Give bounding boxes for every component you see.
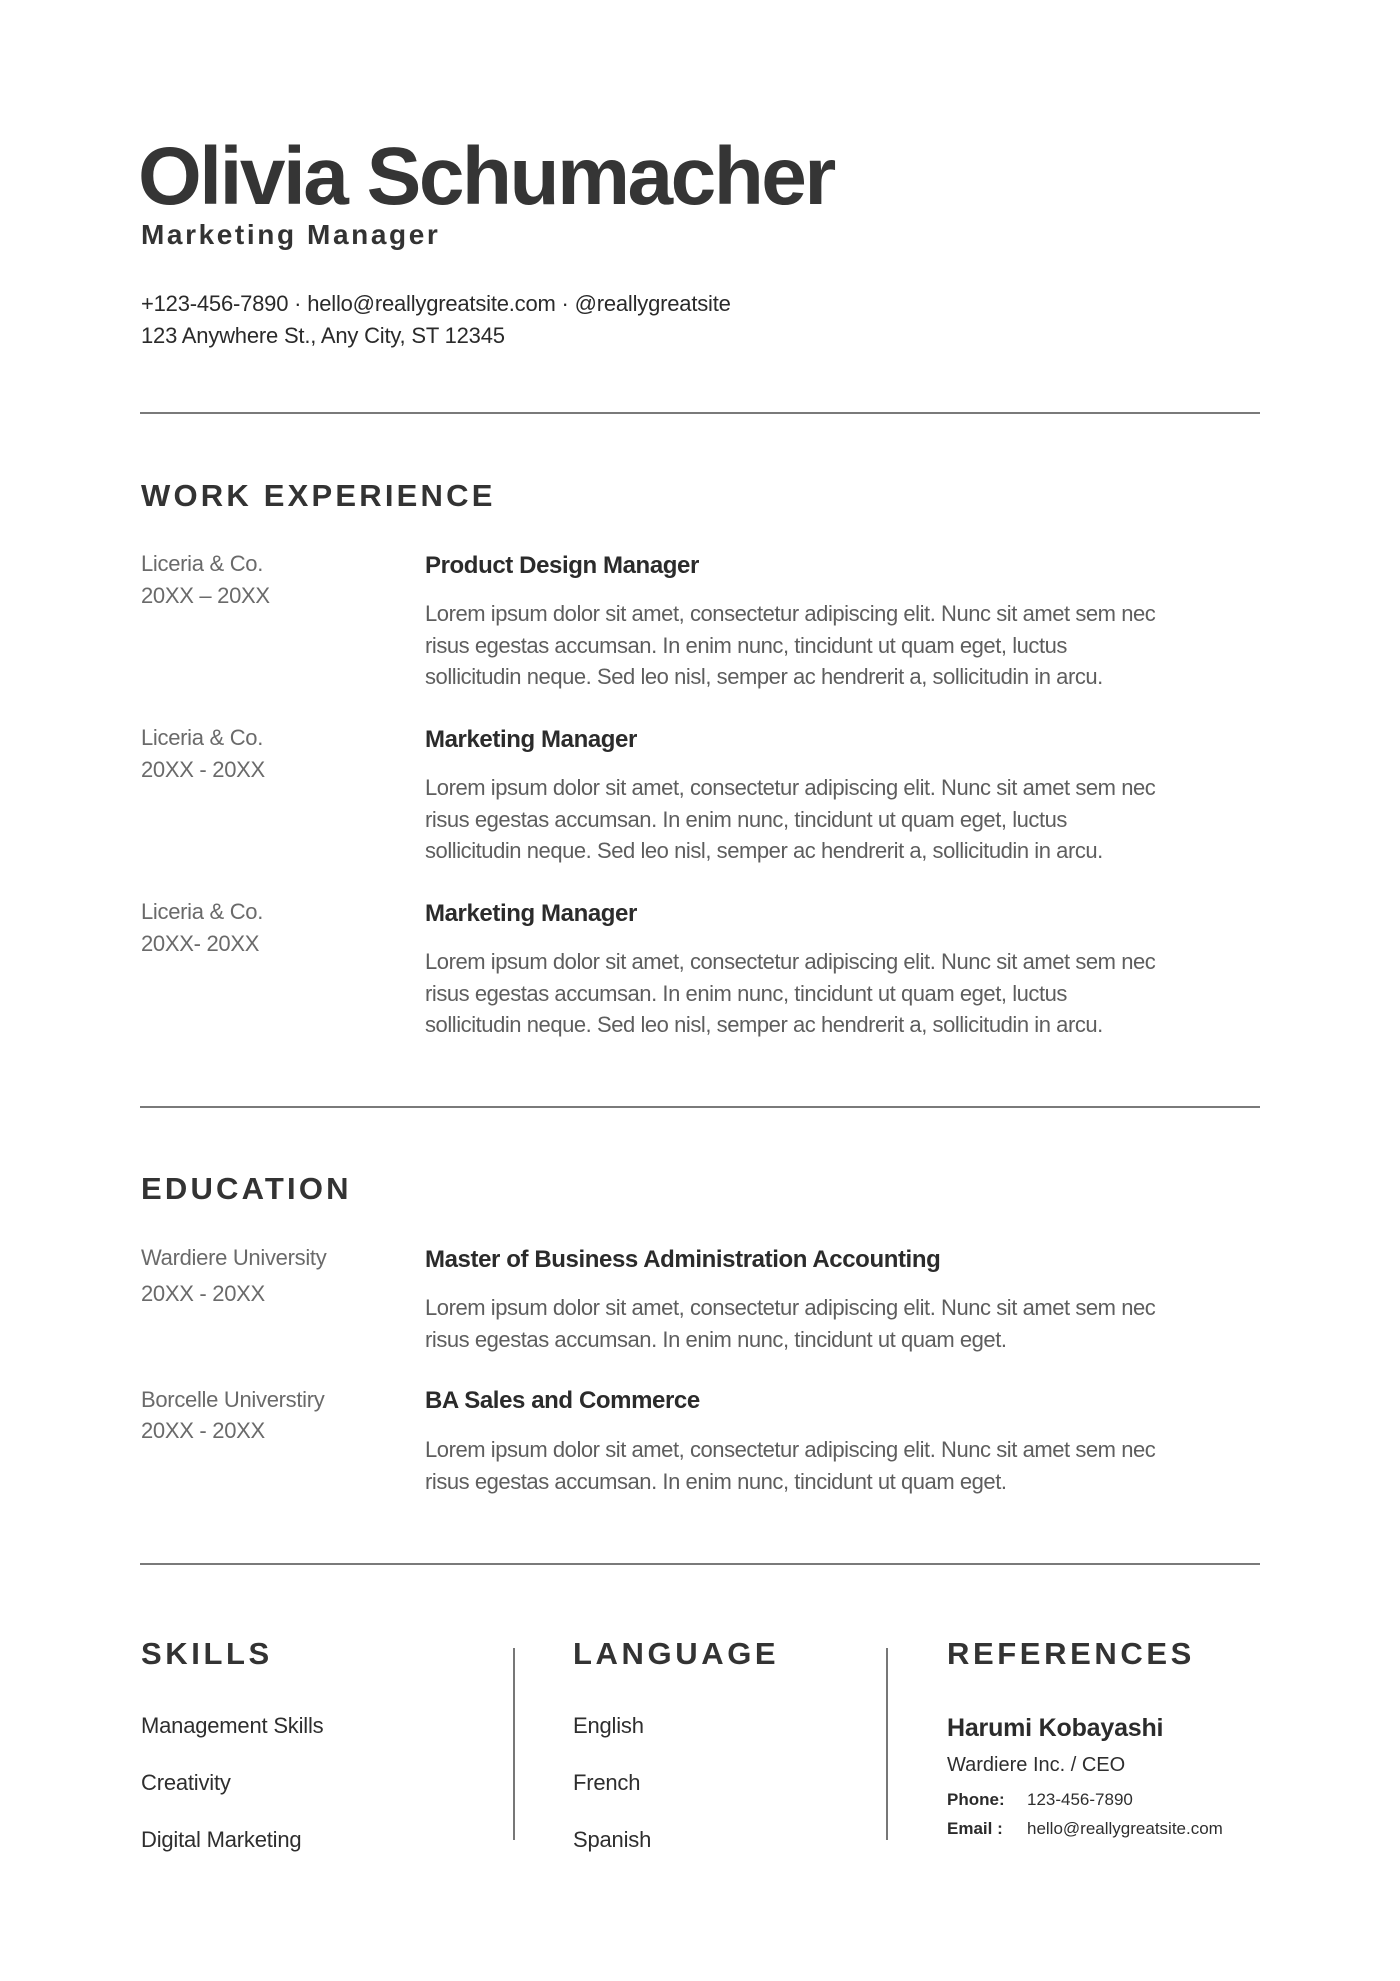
entry-description	[425, 1434, 1265, 1497]
reference-name: Harumi Kobayashi	[947, 1714, 1164, 1742]
contact-line: +123-456-7890 · hello@reallygreatsite.com · @reallygreatsite	[141, 291, 731, 316]
skill-item: Management Skills	[141, 1713, 324, 1738]
reference-email: hello@reallygreatsite.com	[1027, 1819, 1223, 1838]
entry-dates: 20XX - 20XX	[141, 1281, 265, 1306]
description-line: risus egestas accumsan. In enim nunc, tincidunt ut quam eget, luctus	[425, 806, 1067, 832]
entry-description	[425, 946, 1265, 1041]
language-item: French	[573, 1770, 641, 1795]
entry-title: Product Design Manager	[425, 552, 699, 579]
column-divider	[886, 1648, 888, 1840]
reference-email-label: Email :	[947, 1819, 1003, 1838]
entry-description	[425, 598, 1265, 693]
language-item: English	[573, 1713, 644, 1738]
skill-item: Digital Marketing	[141, 1827, 302, 1852]
entry-school: Wardiere University	[141, 1245, 327, 1270]
description-line: risus egestas accumsan. In enim nunc, tincidunt ut quam eget, luctus	[425, 980, 1067, 1006]
description-line: risus egestas accumsan. In enim nunc, tincidunt ut quam eget.	[425, 1326, 1007, 1352]
section-divider	[140, 1563, 1260, 1565]
description-line: Lorem ipsum dolor sit amet, consectetur adipiscing elit. Nunc sit amet sem nec	[425, 775, 1156, 800]
description-line: Lorem ipsum dolor sit amet, consectetur adipiscing elit. Nunc sit amet sem nec	[425, 601, 1156, 626]
section-title-references: REFERENCES	[947, 1636, 1195, 1671]
address-line: 123 Anywhere St., Any City, ST 12345	[141, 323, 505, 348]
entry-title: Master of Business Administration Accounting	[425, 1246, 941, 1273]
skill-item: Creativity	[141, 1770, 231, 1795]
entry-company: Liceria & Co.	[141, 551, 264, 576]
language-item: Spanish	[573, 1827, 652, 1852]
entry-company: Liceria & Co.	[141, 725, 264, 750]
entry-title: Marketing Manager	[425, 726, 637, 753]
description-line: Lorem ipsum dolor sit amet, consectetur adipiscing elit. Nunc sit amet sem nec	[425, 949, 1156, 974]
section-title-work-experience: WORK EXPERIENCE	[141, 478, 496, 513]
reference-phone: 123-456-7890	[1027, 1790, 1133, 1809]
entry-dates: 20XX- 20XX	[141, 931, 260, 956]
entry-title: BA Sales and Commerce	[425, 1387, 700, 1414]
entry-dates: 20XX – 20XX	[141, 583, 270, 608]
entry-dates: 20XX - 20XX	[141, 757, 265, 782]
candidate-name: Olivia Schumacher	[138, 131, 834, 222]
description-line: sollicitudin neque. Sed leo nisl, semper ac hendrerit a, sollicitudin in arcu.	[425, 1012, 1103, 1038]
description-line: Lorem ipsum dolor sit amet, consectetur adipiscing elit. Nunc sit amet sem nec	[425, 1295, 1156, 1320]
entry-title: Marketing Manager	[425, 900, 637, 927]
description-line: risus egestas accumsan. In enim nunc, tincidunt ut quam eget, luctus	[425, 632, 1067, 658]
description-line: Lorem ipsum dolor sit amet, consectetur adipiscing elit. Nunc sit amet sem nec	[425, 1437, 1156, 1462]
section-title-language: LANGUAGE	[573, 1636, 780, 1671]
section-divider	[140, 1106, 1260, 1108]
entry-school: Borcelle Universtiry	[141, 1387, 325, 1412]
entry-dates: 20XX - 20XX	[141, 1418, 265, 1443]
description-line: risus egestas accumsan. In enim nunc, tincidunt ut quam eget.	[425, 1468, 1007, 1494]
entry-description	[425, 1292, 1265, 1355]
column-divider	[513, 1648, 515, 1840]
section-title-skills: SKILLS	[141, 1636, 273, 1671]
reference-phone-label: Phone:	[947, 1790, 1005, 1809]
description-line: sollicitudin neque. Sed leo nisl, semper ac hendrerit a, sollicitudin in arcu.	[425, 664, 1103, 690]
section-divider	[140, 412, 1260, 414]
description-line: sollicitudin neque. Sed leo nisl, semper ac hendrerit a, sollicitudin in arcu.	[425, 838, 1103, 864]
entry-description	[425, 772, 1265, 867]
entry-company: Liceria & Co.	[141, 899, 264, 924]
section-title-education: EDUCATION	[141, 1171, 352, 1206]
reference-company: Wardiere Inc. / CEO	[947, 1754, 1126, 1776]
candidate-title: Marketing Manager	[141, 219, 441, 250]
